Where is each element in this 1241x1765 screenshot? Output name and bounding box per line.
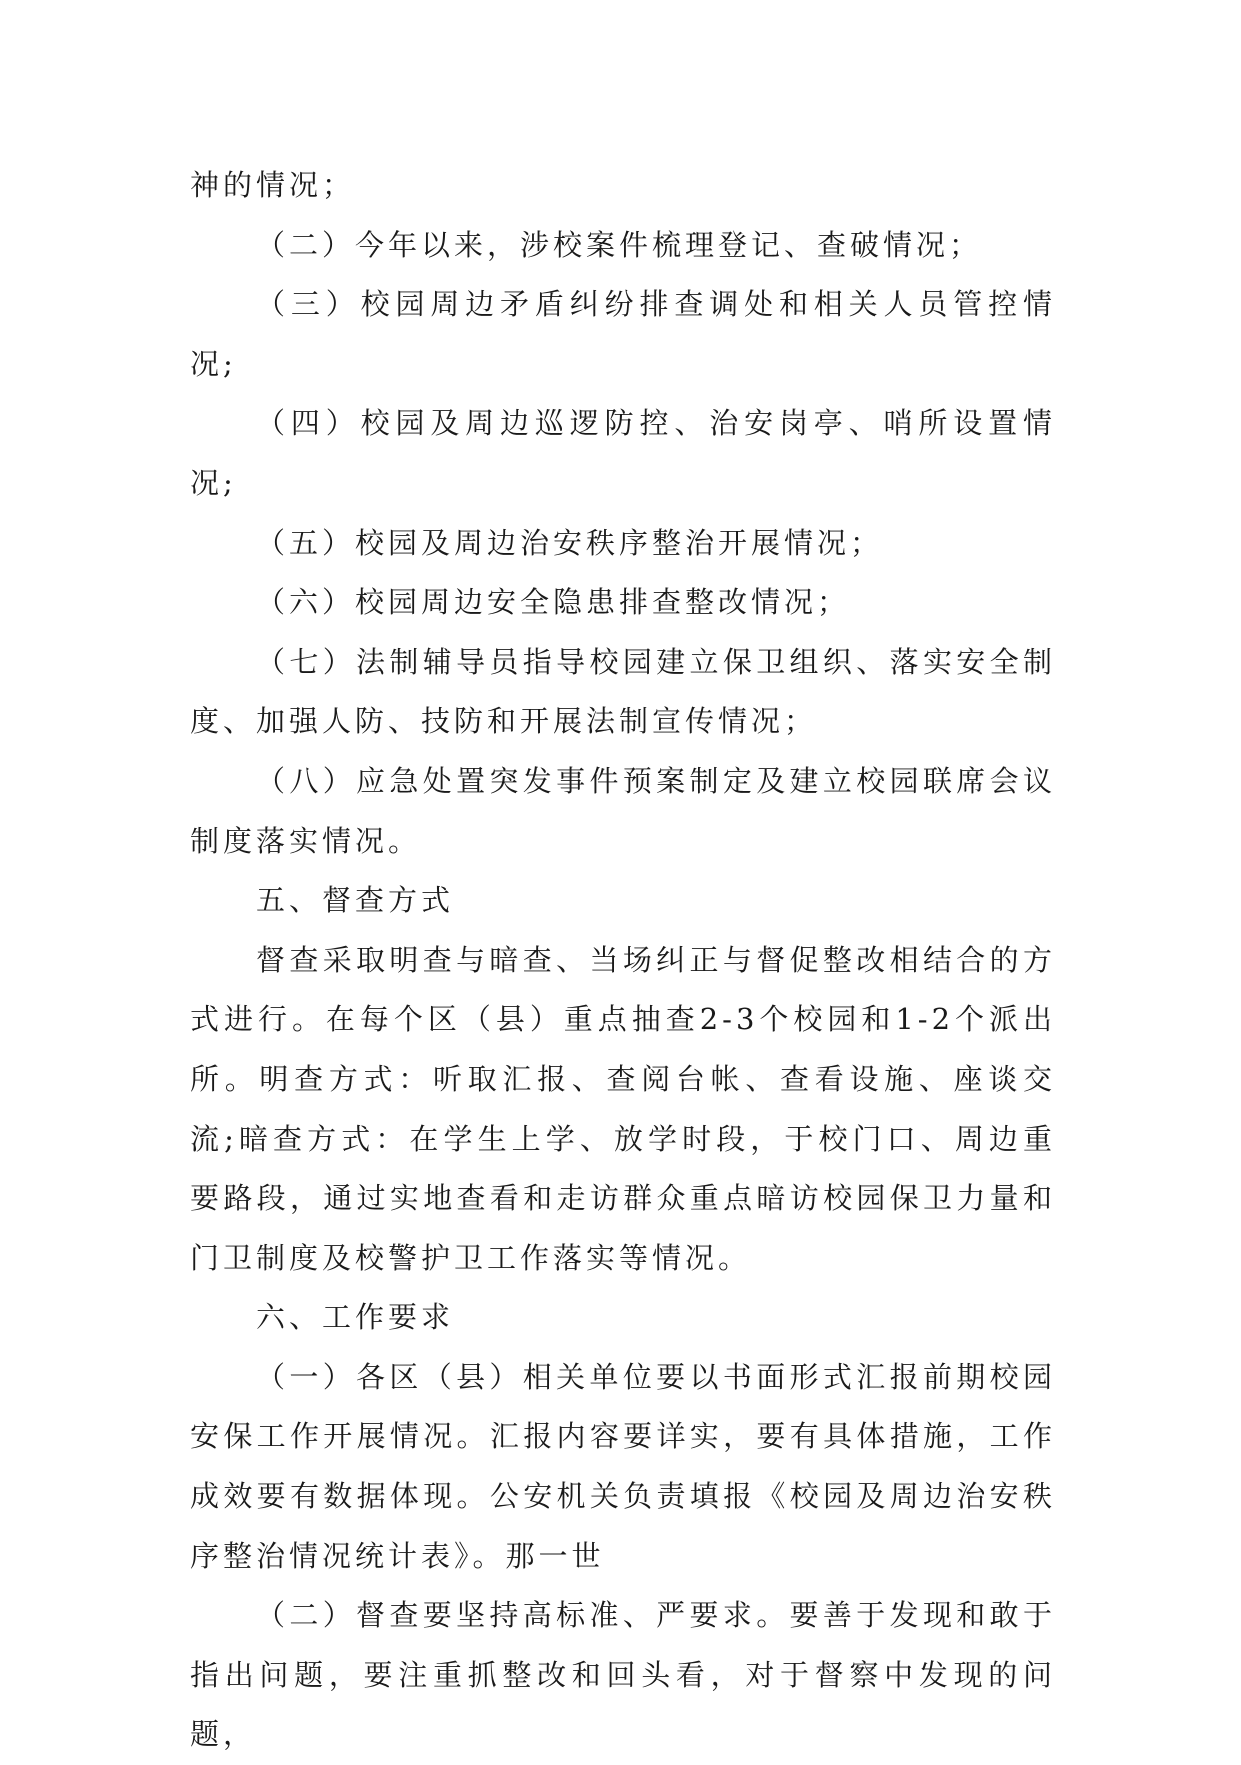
paragraph-continuation: 神的情况； [190,168,356,202]
paragraph-inspection-method: 督查采取明查与暗查、当场纠正与督促整改相结合的方式进行。在每个区（县）重点抽查2-3个校园和1-2个派出所。明查方式：听取汇报、查阅台帐、查看设施、座谈交流;暗查方式：在学生上学、放学时段，于校门口、周边重要路段，通过实地查看和走访群众重点暗访校园保卫力量和门卫制度及校警护卫工作落实等情况。 [190,942,1056,1275]
paragraph-item-5: （五）校园及周边治安秩序整治开展情况； [256,525,884,560]
paragraph-requirement-1: （一）各区（县）相关单位要以书面形式汇报前期校园安保工作开展情况。汇报内容要详实，要有具体措施，工作成效要有数据体现。公安机关负责填报《校园及周边治安秩序整治情况统计表》。那一世 [190,1359,1056,1573]
paragraph-item-4: （四）校园及周边巡逻防控、治安岗亭、哨所设置情况; [190,406,1056,500]
section-heading-6: 六、工作要求 [256,1300,455,1335]
document-body [190,156,1056,1765]
paragraph-item-2: （二）今年以来，涉校案件梳理登记、查破情况； [256,227,983,262]
paragraph-item-3: （三）校园周边矛盾纠纷排查调处和相关人员管控情况; [190,287,1056,381]
paragraph-requirement-2: （二）督查要坚持高标准、严要求。要善于发现和敢于指出问题，要注重抓整改和回头看，对于督察中发现的问题， [190,1598,1056,1752]
paragraph-item-6: （六）校园周边安全隐患排查整改情况； [256,585,851,620]
paragraph-item-8: （八）应急处置突发事件预案制定及建立校园联席会议制度落实情况。 [190,763,1056,858]
section-heading-5: 五、督查方式 [256,883,455,918]
paragraph-item-7: （七）法制辅导员指导校园建立保卫组织、落实安全制度、加强人防、技防和开展法制宣传情况； [190,644,1056,739]
